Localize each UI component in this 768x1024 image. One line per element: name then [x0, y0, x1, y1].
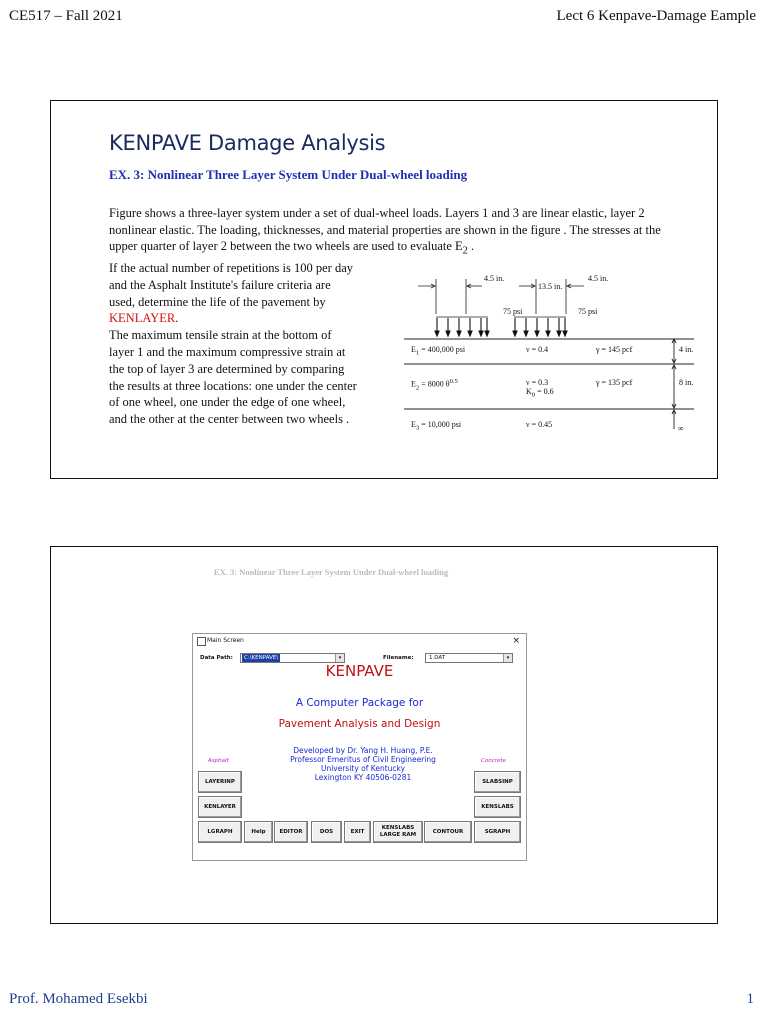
problem-description: [109, 205, 679, 260]
question-text-a: If the actual number of repetitions is 100 per day and the Asphalt Institute's failure criteria are used, determine the life of the pavement by: [109, 261, 354, 309]
kenlayer-button[interactable]: KENLAYER: [198, 796, 242, 818]
sgraph-button[interactable]: SGRAPH: [474, 821, 521, 843]
window-titlebar: [193, 634, 526, 648]
layer1-unit-weight: γ = 145 pcf: [596, 345, 633, 354]
app-title: KENPAVE: [325, 662, 394, 680]
developer-line-2: Professor Emeritus of Civil Engineering: [290, 755, 436, 764]
editor-button[interactable]: EDITOR: [274, 821, 308, 843]
kenpave-main-window: [192, 633, 527, 861]
kenslabs-large-ram-button[interactable]: [373, 821, 423, 843]
problem-sub: 2: [462, 245, 468, 257]
contour-button[interactable]: CONTOUR: [424, 821, 472, 843]
load-left: 75 psi: [503, 307, 523, 316]
help-button[interactable]: Help: [244, 821, 273, 843]
slide-caption: EX. 3: Nonlinear Three Layer System Under Dual-wheel loading: [213, 567, 449, 577]
layer3-modulus: $E_3 = 10,000$ psi: [411, 420, 462, 432]
layer2-unit-weight: γ = 135 pcf: [596, 378, 633, 387]
concrete-label: Concrete: [481, 758, 506, 764]
question-text-b: .: [175, 311, 179, 326]
layer2-poisson: ν = 0.3: [526, 378, 549, 387]
developer-line-1: Developed by Dr. Yang H. Huang, P.E.: [293, 746, 433, 755]
layer1-poisson: ν = 0.4: [526, 345, 549, 354]
question-text-c: The maximum tensile strain at the bottom of layer 1 and the maximum compressive strain at the top of layer 3 are determined by comparing the results at three locations: one under the center of one wheel, one under the edge of one wheel, and the other at the center between two wheels .: [109, 328, 357, 427]
filename-label: Filename:: [383, 655, 414, 661]
slide-2: [50, 546, 718, 924]
footer-page-number: 1: [746, 991, 754, 1007]
app-tagline-2: Pavement Analysis and Design: [278, 718, 441, 730]
slide-subtitle: EX. 3: Nonlinear Three Layer System Under Dual-wheel loading: [109, 167, 468, 182]
layerinp-button[interactable]: LAYERINP: [198, 771, 242, 793]
problem-question: [109, 260, 357, 428]
layer3-poisson: ν = 0.45: [526, 420, 553, 429]
developer-line-3: University of Kentucky: [320, 764, 406, 773]
layer2-thickness: 8 in.: [679, 378, 694, 387]
pavement-diagram: [356, 269, 701, 439]
layer1-thickness: 4 in.: [679, 345, 694, 354]
dim-right-wheel: 4.5 in.: [588, 274, 609, 283]
window-icon: [197, 637, 206, 646]
slide-1: [50, 100, 718, 479]
data-path-value: C:\KENPAVE\: [244, 655, 279, 661]
problem-end: .: [467, 239, 475, 253]
exit-button[interactable]: EXIT: [344, 821, 371, 843]
problem-text: Figure shows a three-layer system under a set of dual-wheel loads. Layers 1 and 3 are linear elastic, layer 2 nonlinear elastic. The loading, thicknesses, and material properties are shown in the figure . The stresses at the upper quarter of layer 2 between the two wheels are used to evaluate E: [109, 206, 661, 253]
dim-wheel-spacing: 13.5 in.: [538, 282, 563, 291]
developer-line-4: Lexington KY 40506-0281: [314, 773, 412, 782]
app-tagline-1: A Computer Package for: [295, 697, 424, 709]
window-title: Main Screen: [207, 637, 244, 644]
layer2-k0: $K_0 = 0.6$: [526, 387, 554, 399]
slabsinp-button[interactable]: SLABSINP: [474, 771, 521, 793]
header-lecture: Lect 6 Kenpave-Damage Eample: [556, 8, 756, 24]
lgraph-button[interactable]: LGRAPH: [198, 821, 242, 843]
data-path-label: Data Path:: [200, 655, 233, 661]
pavement-figure: [356, 269, 701, 439]
dos-button[interactable]: DOS: [311, 821, 342, 843]
kenslabs-large-ram-line-1: KENSLABS: [381, 825, 415, 831]
kenlayer-highlight: KENLAYER: [109, 311, 176, 326]
load-right: 75 psi: [578, 307, 598, 316]
kenslabs-button[interactable]: KENSLABS: [474, 796, 521, 818]
chevron-down-icon[interactable]: ▾: [503, 654, 512, 662]
layer2-modulus: $E_2 = 8000$ $\theta^{0.5}$: [411, 378, 458, 392]
close-icon[interactable]: ×: [512, 636, 520, 646]
layer1-modulus: $E_1 = 400,000$ psi: [411, 345, 466, 357]
header-course: CE517 – Fall 2021: [9, 8, 123, 24]
filename-value: 1.DAT: [429, 655, 446, 661]
kenslabs-large-ram-line-2: LARGE RAM: [379, 831, 417, 838]
slide-title: KENPAVE Damage Analysis: [109, 131, 386, 155]
asphalt-label: Asphalt: [208, 758, 229, 764]
dim-left-wheel: 4.5 in.: [484, 274, 505, 283]
chevron-down-icon[interactable]: ▾: [335, 654, 344, 662]
layer3-thickness: ∞: [678, 424, 684, 433]
footer-author: Prof. Mohamed Esekbi: [9, 991, 148, 1007]
